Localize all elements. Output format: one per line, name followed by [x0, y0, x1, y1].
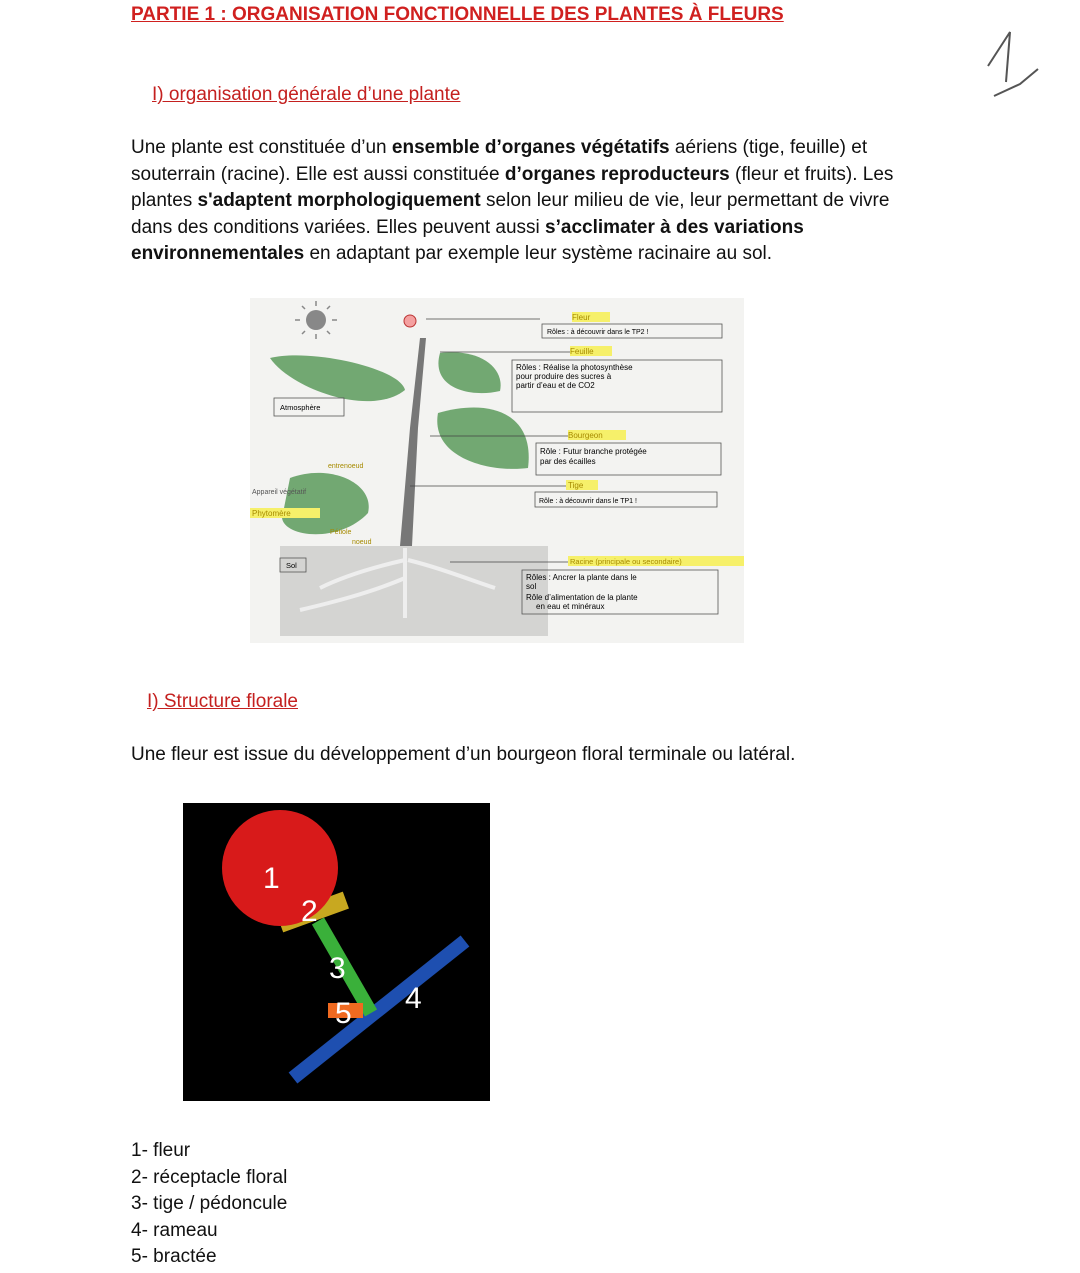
section1-paragraph — [131, 135, 931, 268]
flower-legend — [131, 1138, 287, 1271]
fleur-role: Rôles : à découvrir dans le TP2 ! — [547, 329, 649, 336]
racine-role: en eau et minéraux — [536, 602, 605, 611]
label-racine: Racine (principale ou secondaire) — [570, 557, 682, 566]
legend-item: 3- tige / pédoncule — [131, 1193, 288, 1214]
racine-role: sol — [526, 582, 537, 591]
label-3: 3 — [329, 952, 346, 985]
label-atmosphere: Atmosphère — [280, 403, 321, 412]
label-bourgeon: Bourgeon — [568, 431, 603, 440]
page-title: PARTIE 1 : ORGANISATION FONCTIONNELLE DES PLANTES À FLEURS — [131, 4, 784, 25]
feuille-role: Rôles : Réalise la photosynthèse — [516, 363, 633, 372]
paragraph-run: s’acclimater à des variations environnementales — [131, 216, 804, 264]
label-5: 5 — [335, 997, 352, 1030]
section1-heading: I) organisation générale d’une plante — [152, 84, 461, 105]
racine-role: Rôle d’alimentation de la plante — [526, 593, 638, 602]
page-number-handwritten — [980, 24, 1040, 114]
flower-structure-diagram — [183, 803, 490, 1101]
paragraph-run: en adaptant par exemple leur système racinaire au sol. — [304, 243, 773, 264]
paragraph-run: aériens (tige, feuille) et souterrain (racine). Elle est aussi constituée — [131, 137, 868, 185]
legend-item: 1- fleur — [131, 1140, 191, 1161]
label-entrenoeud: entrenoeud — [328, 463, 364, 470]
label-noeud: noeud — [352, 539, 372, 546]
paragraph-run: ensemble d’organes végétatifs — [391, 137, 670, 158]
label-petiole: Pétiole — [330, 529, 352, 536]
section2-heading: I) Structure florale — [147, 691, 298, 712]
feuille-role: pour produire des sucres à — [516, 372, 612, 381]
tige-role: Rôle : à découvrir dans le TP1 ! — [539, 498, 637, 505]
racine-role: Rôles : Ancrer la plante dans le — [526, 573, 637, 582]
paragraph-run: d’organes reproducteurs — [504, 163, 730, 185]
feuille-role: partir d’eau et de CO2 — [516, 381, 595, 390]
label-4: 4 — [405, 982, 422, 1015]
plant-diagram — [250, 298, 744, 643]
legend-item: 4- rameau — [131, 1219, 218, 1241]
label-appareil-vegetatif: Appareil végétatif — [252, 489, 307, 496]
label-fleur: Fleur — [572, 313, 591, 322]
label-2: 2 — [301, 895, 318, 928]
section2-paragraph: Une fleur est issue du développement d’un bourgeon floral terminale ou latéral. — [131, 744, 796, 765]
label-feuille: Feuille — [570, 347, 594, 356]
label-sol: Sol — [286, 561, 297, 570]
label-phytomere: Phytomère — [252, 509, 291, 518]
label-1: 1 — [263, 862, 280, 895]
paragraph-run: Une plante est constituée d’un — [131, 137, 392, 158]
label-tige: Tige — [568, 481, 584, 490]
paragraph-run: (fleur et fruits). Les plantes — [131, 163, 894, 211]
paragraph-run: selon leur milieu de vie, leur permettant de vivre dans des conditions variées. Elles peuvent aussi — [131, 190, 890, 238]
legend-item: 5- bractée — [131, 1246, 217, 1267]
bourgeon-role: Rôle : Futur branche protégée — [540, 447, 647, 456]
bourgeon-role: par des écailles — [540, 457, 596, 466]
paragraph-run: s'adaptent morphologiquement — [197, 190, 481, 211]
legend-item: 2- réceptacle floral — [131, 1166, 288, 1188]
